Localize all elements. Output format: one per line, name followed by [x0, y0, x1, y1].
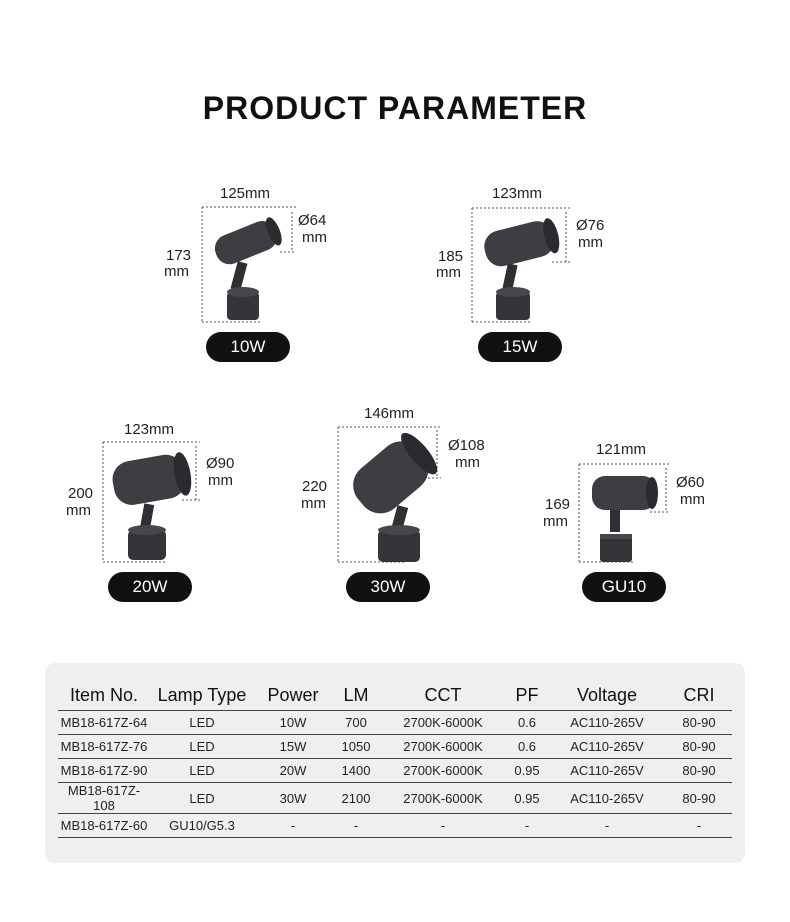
cell-item-no: MB18-617Z-76 [58, 735, 150, 759]
cell-cct: 2700K-6000K [380, 711, 506, 735]
height-unit: mm [66, 502, 91, 519]
height-label: 169 [545, 496, 571, 513]
cell-voltage: - [548, 814, 666, 838]
diameter-label: Ø90 [206, 455, 235, 472]
cell-pf: 0.6 [506, 735, 548, 759]
cell-power: 15W [254, 735, 332, 759]
wattage-pill: 10W [206, 332, 290, 362]
diameter-label: Ø76 [576, 217, 605, 234]
cell-lamp-type: LED [150, 759, 254, 783]
col-cri: CRI [666, 685, 732, 711]
diameter-unit: mm [578, 234, 603, 251]
cell-lm: 2100 [332, 783, 380, 814]
table-row [58, 814, 732, 838]
cell-cri: - [666, 814, 732, 838]
cell-voltage: AC110-265V [548, 735, 666, 759]
cell-power: 20W [254, 759, 332, 783]
cell-voltage: AC110-265V [548, 759, 666, 783]
cell-lm: - [332, 814, 380, 838]
col-power: Power [254, 685, 332, 711]
table-row [58, 759, 732, 783]
height-label: 200 [68, 485, 94, 502]
cell-cri: 80-90 [666, 735, 732, 759]
height-label: 185 [438, 248, 464, 265]
diameter-unit: mm [680, 491, 705, 508]
cell-item-no: MB18-617Z-60 [58, 814, 150, 838]
cell-item-no: MB18-617Z-64 [58, 711, 150, 735]
height-unit: mm [164, 263, 189, 280]
col-lm: LM [332, 685, 380, 711]
spec-table [58, 685, 732, 838]
width-label: 146mm [364, 405, 415, 422]
diameter-unit: mm [455, 454, 480, 471]
cell-lm: 700 [332, 711, 380, 735]
height-unit: mm [436, 264, 461, 281]
height-unit: mm [543, 513, 568, 530]
cell-pf: - [506, 814, 548, 838]
cell-pf: 0.95 [506, 783, 548, 814]
height-label: 220 [302, 478, 328, 495]
cell-lamp-type: LED [150, 735, 254, 759]
wattage-pill: 15W [478, 332, 562, 362]
page-title: PRODUCT PARAMETER [202, 90, 588, 126]
height-unit: mm [301, 495, 326, 512]
cell-lm: 1050 [332, 735, 380, 759]
cell-item-no: MB18-617Z-108 [58, 783, 150, 814]
width-label: 123mm [492, 185, 543, 202]
width-label: 125mm [220, 185, 271, 202]
cell-cct: 2700K-6000K [380, 759, 506, 783]
col-pf: PF [506, 685, 548, 711]
cell-voltage: AC110-265V [548, 711, 666, 735]
cell-lamp-type: GU10/G5.3 [150, 814, 254, 838]
cell-pf: 0.6 [506, 711, 548, 735]
cell-power: 30W [254, 783, 332, 814]
cell-pf: 0.95 [506, 759, 548, 783]
diameter-unit: mm [208, 472, 233, 489]
cell-cri: 80-90 [666, 711, 732, 735]
cell-lamp-type: LED [150, 783, 254, 814]
col-cct: CCT [380, 685, 506, 711]
width-label: 121mm [596, 441, 647, 458]
cell-lm: 1400 [332, 759, 380, 783]
table-header-row [58, 685, 732, 711]
table-row [58, 783, 732, 814]
col-lamp-type: Lamp Type [150, 685, 254, 711]
cell-power: 10W [254, 711, 332, 735]
wattage-pill: GU10 [582, 572, 666, 602]
cell-voltage: AC110-265V [548, 783, 666, 814]
col-item-no: Item No. [58, 685, 150, 711]
wattage-pill: 20W [108, 572, 192, 602]
height-label: 173 [166, 247, 192, 264]
cell-cri: 80-90 [666, 759, 732, 783]
table-row [58, 735, 732, 759]
width-label: 123mm [124, 421, 175, 438]
cell-cct: 2700K-6000K [380, 783, 506, 814]
cell-lamp-type: LED [150, 711, 254, 735]
cell-cct: - [380, 814, 506, 838]
table-row [58, 711, 732, 735]
cell-cct: 2700K-6000K [380, 735, 506, 759]
cell-item-no: MB18-617Z-90 [58, 759, 150, 783]
diameter-label: Ø64 [298, 212, 327, 229]
col-voltage: Voltage [548, 685, 666, 711]
cell-power: - [254, 814, 332, 838]
diameter-unit: mm [302, 229, 327, 246]
diameter-label: Ø108 [448, 437, 485, 454]
spec-table-panel [45, 663, 745, 863]
cell-cri: 80-90 [666, 783, 732, 814]
wattage-pill: 30W [346, 572, 430, 602]
diameter-label: Ø60 [676, 474, 705, 491]
